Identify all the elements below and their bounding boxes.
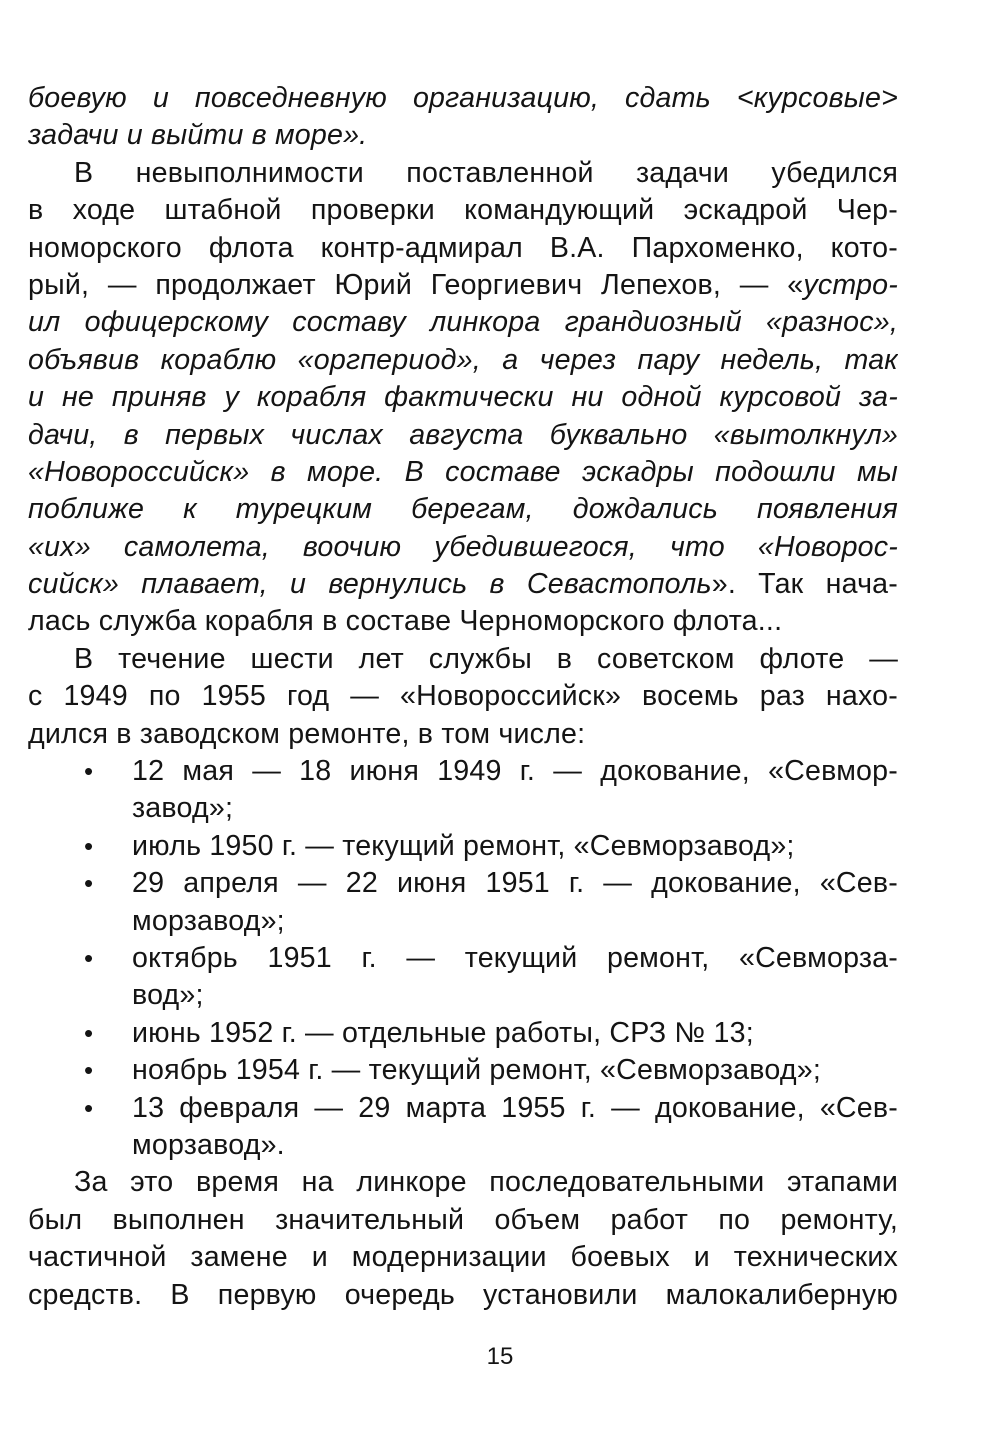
text-line [28, 1277, 898, 1314]
text-line [28, 977, 898, 1014]
text-line [28, 529, 898, 566]
text-line [28, 417, 898, 454]
text-line [28, 641, 898, 678]
paragraph-3 [28, 641, 898, 753]
text-line [28, 230, 898, 267]
text-line-content: За это время на линкоре последовательными этапами [74, 1166, 898, 1199]
text-line-content: был выполнен значительный объем работ по ремонту, [28, 1203, 898, 1236]
text-line [28, 342, 898, 379]
text-line-content: 13 февраля — 29 марта 1955 г. — докование, «Сев- [132, 1091, 898, 1124]
page-body [28, 80, 898, 1314]
bullet-icon: • [84, 1092, 94, 1123]
text-line [28, 603, 898, 640]
bullet-icon: • [84, 1055, 94, 1086]
text-line-content: морзавод». [132, 1128, 285, 1161]
text-line-content: поближе к турецким берегам, дождались появления [28, 493, 898, 526]
text-line [28, 379, 898, 416]
text-line [28, 903, 898, 940]
list-item [28, 753, 898, 828]
text-line [28, 491, 898, 528]
text-line [28, 1127, 898, 1164]
text-line-content: «их» самолета, воочию убедившегося, что «Новорос- [28, 530, 898, 563]
text-line-content: с 1949 по 1955 год — «Новороссийск» восемь раз нахо- [28, 680, 898, 713]
text-line-content: ». Так нача- [711, 568, 898, 601]
text-line-content: ноябрь 1954 г. — текущий ремонт, «Севморзавод»; [132, 1054, 821, 1087]
text-line [28, 80, 898, 117]
text-line [28, 304, 898, 341]
text-line-content: дачи, в первых числах августа буквально «вытолкнул» [28, 418, 898, 451]
paragraph-1 [28, 80, 898, 155]
text-line-content: дился в заводском ремонте, в том числе: [28, 717, 586, 750]
list-item [28, 1052, 898, 1089]
text-line-content: морзавод»; [132, 904, 285, 937]
text-line-content: боевую и повседневную организацию, сдать <курсовые> [28, 82, 898, 114]
text-line-content: октябрь 1951 г. — текущий ремонт, «Севморза- [132, 941, 898, 974]
text-line-content: объявив кораблю «оргпериод», а через пару недель, так [28, 343, 898, 376]
text-line [28, 1052, 898, 1089]
text-line [28, 1202, 898, 1239]
text-line [28, 454, 898, 491]
text-line [28, 155, 898, 192]
text-line [28, 790, 898, 827]
text-line-content: в ходе штабной проверки командующий эскадрой Чер- [28, 194, 898, 227]
text-line-content: вод»; [132, 979, 204, 1012]
list-item [28, 940, 898, 1015]
bullet-icon: • [84, 1017, 94, 1048]
text-line [28, 566, 898, 603]
text-line-content: частичной замене и модернизации боевых и технических [28, 1241, 898, 1274]
bullet-icon: • [84, 942, 94, 973]
text-line [28, 192, 898, 229]
paragraph-2 [28, 155, 898, 641]
page-number: 15 [486, 1343, 514, 1370]
text-line [28, 1015, 898, 1052]
text-line-content: 29 апреля — 22 июня 1951 г. — докование, «Сев- [132, 867, 898, 900]
text-line-content: и не приняв у корабля фактически ни одной курсовой за- [28, 381, 898, 414]
text-line-content: 12 мая — 18 июня 1949 г. — докование, «Севмор- [132, 755, 898, 788]
text-line [28, 1090, 898, 1127]
text-line-content: июнь 1952 г. — отдельные работы, СРЗ № 13; [132, 1016, 754, 1049]
italic-quote-start: устро- [803, 268, 898, 301]
text-line-content: В течение шести лет службы в советском флоте — [74, 642, 898, 675]
text-line [28, 753, 898, 790]
text-line-content: июль 1950 г. — текущий ремонт, «Севморзавод»; [132, 829, 795, 862]
list-item [28, 1015, 898, 1052]
text-line [28, 716, 898, 753]
text-line [28, 828, 898, 865]
text-line [28, 1239, 898, 1276]
text-line [28, 1164, 898, 1201]
bullet-icon: • [84, 868, 94, 899]
text-line [28, 117, 898, 154]
text-line-content: лась служба корабля в составе Черноморского флота... [28, 605, 783, 638]
text-line-content: средств. В первую очередь установили малокалиберную [28, 1278, 898, 1311]
text-line [28, 865, 898, 902]
text-line [28, 267, 898, 304]
italic-quote-end: сийск» плавает, и вернулись в Севастополь [28, 568, 712, 601]
text-line [28, 940, 898, 977]
list-item [28, 1090, 898, 1165]
list-item [28, 828, 898, 865]
text-line-content: ил офицерскому составу линкора грандиозный «разнос», [28, 306, 898, 339]
list-item [28, 865, 898, 940]
paragraph-4 [28, 1164, 898, 1314]
text-line-content: задачи и выйти в море». [28, 119, 368, 152]
bullet-icon: • [84, 756, 94, 787]
text-line-content: завод»; [132, 792, 234, 825]
bullet-icon: • [84, 830, 94, 861]
text-line-content: номорского флота контр-адмирал В.А. Пархоменко, кото- [28, 231, 898, 264]
text-line [28, 678, 898, 715]
text-line-content: «Новороссийск» в море. В составе эскадры подошли мы [28, 455, 898, 488]
text-line-content: рый, — продолжает Юрий Георгиевич Лепехов, — « [28, 268, 804, 301]
text-line-content: В невыполнимости поставленной задачи убедился [74, 156, 898, 189]
repair-list [28, 753, 898, 1164]
